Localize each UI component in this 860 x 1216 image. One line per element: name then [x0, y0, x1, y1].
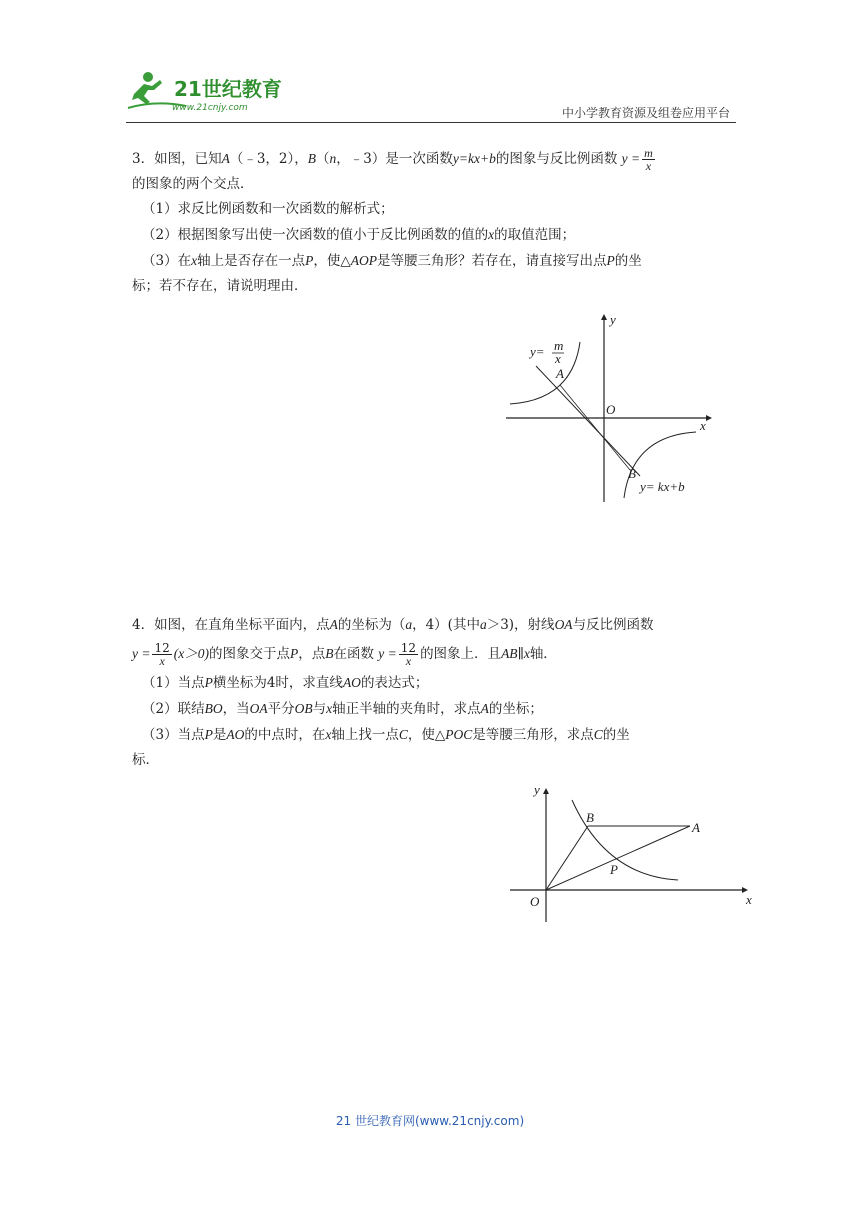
- y-axis-arrow: [601, 314, 607, 320]
- problem-4-question-3-cont: 标．: [132, 752, 159, 768]
- label-x: x: [746, 892, 752, 907]
- problem-4-line-1: 4．如图，在直角坐标平面内，点A的坐标为（a，4）(其中a＞3)，射线OA与反比例函数: [132, 617, 654, 633]
- fraction-m-over-x: $\frac{m}{x}$: [644, 146, 653, 173]
- problem-3-question-1: （1）求反比例函数和一次函数的解析式；: [142, 201, 394, 217]
- hyperbola-branch-left: [510, 342, 580, 404]
- problem-4-question-2: （2）联结BO，当OA平分OB与x轴正半轴的夹角时，求点A的坐标；: [142, 701, 543, 717]
- label-O: O: [606, 402, 616, 417]
- hyperbola-label-m: m: [554, 338, 564, 353]
- header-divider: [126, 122, 736, 123]
- hyperbola-label-y: y=: [530, 344, 545, 359]
- fraction-12-over-x: $\frac{12}{x}$: [154, 641, 170, 668]
- label-A: A: [556, 366, 564, 381]
- site-logo: [126, 64, 296, 118]
- problem-3-line-1: 3．如图，已知A（﹣3，2），B（n，﹣3）是一次函数y=kx+b的图象与反比例函数 y = $\frac{m}{x}$: [132, 146, 653, 173]
- ray-OA: [546, 826, 690, 890]
- label-P: P: [610, 862, 618, 877]
- label-y: y: [534, 782, 540, 797]
- logo-url: www.21cnjy.com: [172, 103, 248, 113]
- x-axis-arrow: [706, 415, 712, 421]
- figure-2: [506, 780, 758, 926]
- problem-3-question-3-cont: 标；若不存在，请说明理由．: [132, 278, 308, 294]
- problem-4-question-1: （1）当点P横坐标为4时，求直线AO的表达式；: [142, 675, 429, 691]
- label-B: B: [586, 810, 594, 825]
- figure-1: [500, 312, 730, 508]
- problem-3-question-2: （2）根据图象写出使一次函数的值小于反比例函数的值的x的取值范围；: [142, 227, 576, 243]
- line-label: y= kx+b: [640, 479, 685, 494]
- problem-3-question-3: （3）在x轴上是否存在一点P，使△AOP是等腰三角形？若存在，请直接写出点P的坐: [142, 253, 642, 269]
- problem-3: [132, 146, 742, 299]
- problem-4-line-2: y = $\frac{12}{x}$ (x＞0)的图象交于点P，点B在函数 y = $\frac{12}{x}$ 的图象上．且AB∥x轴．: [132, 641, 557, 668]
- label-x: x: [700, 418, 706, 433]
- hyperbola-label-x: x: [555, 351, 561, 366]
- problem-3-line-2: 的图象的两个交点．: [132, 176, 254, 192]
- logo-text: 21世纪教育: [174, 77, 282, 101]
- page-header: [126, 64, 736, 122]
- fraction-12-over-x-2: $\frac{12}{x}$: [400, 641, 417, 668]
- problem-4-question-3: （3）当点P是AO的中点时，在x轴上找一点C，使△POC是等腰三角形，求点C的坐: [142, 727, 630, 743]
- y-axis-arrow: [543, 788, 549, 794]
- label-B: B: [628, 466, 636, 481]
- page-footer: 21 世纪教育网(www.21cnjy.com): [335, 1114, 525, 1128]
- segment-OA-OB: [560, 385, 630, 470]
- problem-4: [132, 612, 742, 773]
- label-O: O: [530, 894, 540, 909]
- label-y: y: [610, 312, 616, 327]
- label-A: A: [692, 820, 700, 835]
- header-slogan: 中小学教育资源及组卷应用平台: [561, 106, 730, 120]
- line-kx-plus-b: [536, 366, 640, 476]
